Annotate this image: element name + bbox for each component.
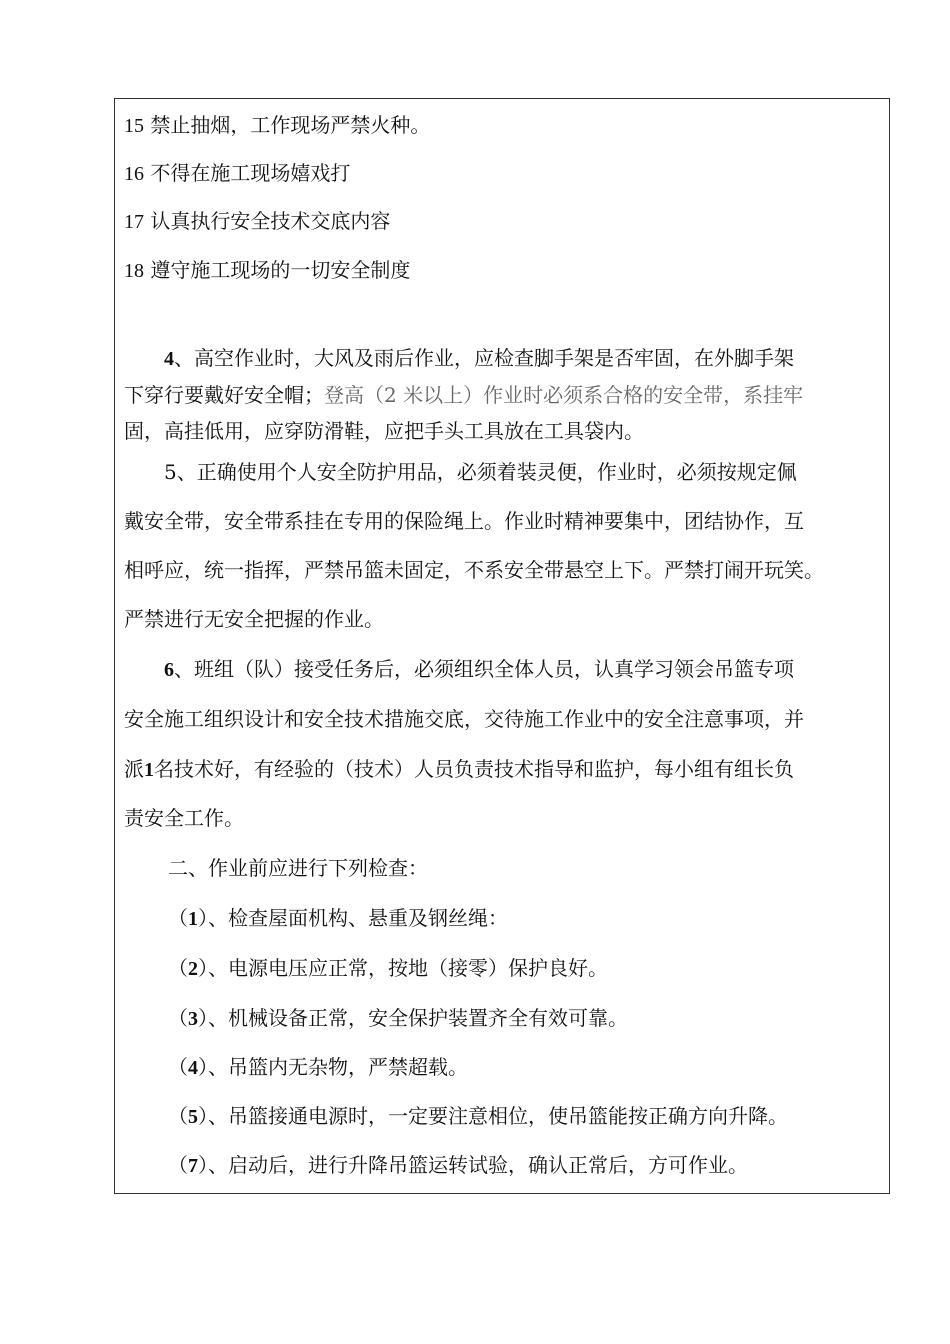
list-text: 认真执行安全技术交底内容	[150, 209, 391, 233]
paragraph-text: 戴安全带，安全带系挂在专用的保险绳上。作业时精神要集中，团结协作，互	[124, 509, 804, 533]
check-number: 1	[188, 908, 198, 930]
list-item	[124, 160, 888, 187]
check-paren: ）	[198, 1153, 208, 1177]
list-number: 17	[124, 211, 144, 233]
paragraph-text: 下穿行要戴好安全帽；	[124, 383, 324, 407]
paragraph-6-line-1	[164, 656, 928, 683]
check-text: 、启动后，进行升降吊篮运转试验，确认正常后，方可作业。	[208, 1153, 748, 1177]
paragraph-text-gray: 登高（2 米以上）作业时必须系合格的安全带，系挂牢	[324, 383, 804, 407]
check-paren: ）	[198, 1006, 208, 1030]
check-item	[168, 1103, 932, 1130]
check-paren: ）	[198, 906, 208, 930]
paragraph-text: 固，高挂低用，应穿防滑鞋，应把手头工具放在工具袋内。	[124, 419, 644, 443]
paragraph-5-line-4	[124, 606, 888, 632]
paragraph-text: 责安全工作。	[124, 806, 244, 830]
check-paren: （	[168, 1006, 188, 1030]
paragraph-6-line-4	[124, 805, 888, 831]
paragraph-5-line-1	[164, 459, 928, 485]
check-item	[168, 1054, 932, 1081]
paragraph-5-line-3	[124, 557, 888, 583]
check-paren: （	[168, 906, 188, 930]
list-item	[124, 208, 888, 235]
check-paren: ）	[198, 956, 208, 980]
check-number: 3	[188, 1008, 198, 1030]
paragraph-text: 、班组（队）接受任务后，必须组织全体人员，认真学习领会吊篮专项	[174, 657, 794, 681]
check-text: 、吊篮内无杂物，严禁超载。	[208, 1055, 468, 1079]
list-item	[124, 112, 888, 139]
check-paren: ）	[198, 1104, 208, 1128]
check-paren: （	[168, 1055, 188, 1079]
paragraph-text: 相呼应，统一指挥，严禁吊篮未固定，不系安全带悬空上下。严禁打闹开玩笑。	[124, 558, 824, 582]
list-text: 遵守施工现场的一切安全制度	[150, 258, 411, 282]
paragraph-4-line-1	[164, 345, 928, 372]
check-number: 5	[188, 1106, 198, 1128]
check-item	[168, 955, 932, 982]
check-text: 、电源电压应正常，按地（接零）保护良好。	[208, 956, 608, 980]
check-number: 4	[188, 1057, 198, 1079]
check-paren: （	[168, 956, 188, 980]
check-paren: ）	[198, 1055, 208, 1079]
paragraph-text: 派	[124, 757, 144, 781]
check-paren: （	[168, 1153, 188, 1177]
list-number: 18	[124, 260, 144, 282]
paragraph-4-line-3	[124, 418, 888, 444]
paragraph-6-line-3	[124, 756, 888, 783]
paragraph-text: 严禁进行无安全把握的作业。	[124, 607, 384, 631]
check-text: 、检查屋面机构、悬重及钢丝绳：	[208, 906, 508, 930]
paragraph-4-line-2	[124, 382, 888, 408]
paragraph-text: 安全施工组织设计和安全技术措施交底，交待施工作业中的安全注意事项，并	[124, 707, 804, 731]
list-number: 15	[124, 115, 144, 137]
list-text: 不得在施工现场嬉戏打	[150, 161, 351, 185]
paragraph-text: 、高空作业时，大风及雨后作业，应检查脚手架是否牢固，在外脚手架	[174, 346, 794, 370]
paragraph-text: 5、正确使用个人安全防护用品，必须着装灵便，作业时，必须按规定佩	[164, 460, 797, 484]
inline-number: 1	[144, 759, 154, 781]
list-item	[124, 257, 888, 284]
check-number: 2	[188, 958, 198, 980]
paragraph-number: 6	[164, 659, 174, 681]
check-item	[168, 905, 932, 932]
paragraph-number: 4	[164, 348, 174, 370]
check-item	[168, 1005, 932, 1032]
list-number: 16	[124, 163, 144, 185]
section-heading: 二、作业前应进行下列检查：	[168, 856, 428, 880]
check-paren: （	[168, 1104, 188, 1128]
list-text: 禁止抽烟，工作现场严禁火种。	[150, 113, 431, 137]
paragraph-5-line-2	[124, 508, 888, 534]
check-item	[168, 1152, 932, 1179]
paragraph-6-line-2	[124, 706, 888, 732]
check-text: 、机械设备正常，安全保护装置齐全有效可靠。	[208, 1006, 628, 1030]
check-number: 7	[188, 1155, 198, 1177]
paragraph-text: 名技术好，有经验的（技术）人员负责技术指导和监护，每小组有组长负	[154, 757, 794, 781]
check-text: 、吊篮接通电源时，一定要注意相位，使吊篮能按正确方向升降。	[208, 1104, 788, 1128]
